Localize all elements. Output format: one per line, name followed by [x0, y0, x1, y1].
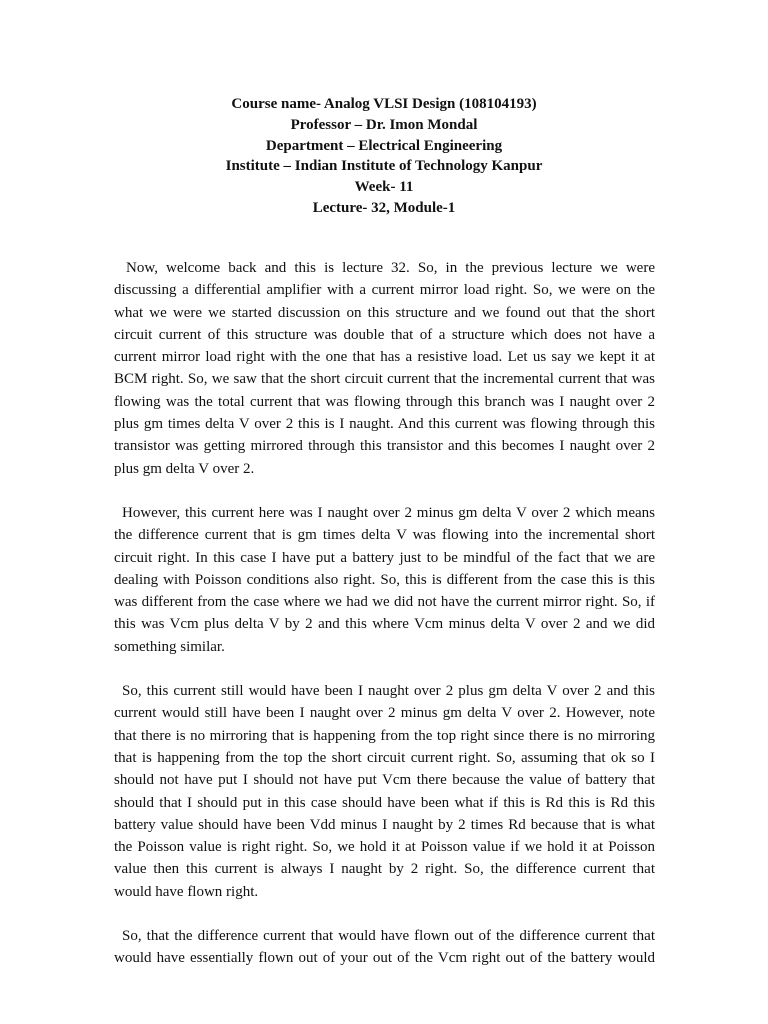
- paragraph-4: [114, 925, 655, 970]
- professor-name: Professor – Dr. Imon Mondal: [290, 116, 478, 133]
- paragraph-line: the Poisson value is right right. So, we hold it at Poisson value if we hold it at Poisson: [114, 839, 655, 856]
- paragraph-line: something similar.: [114, 638, 225, 655]
- paragraph-line: So, this current still would have been I naught over 2 plus gm delta V over 2 and this: [122, 683, 655, 700]
- week-label: Week- 11: [354, 179, 414, 196]
- paragraph-line: current mirror load right with the one that has a resistive load. Let us say we kept it at: [114, 349, 655, 366]
- institute-name: Institute – Indian Institute of Technology Kanpur: [225, 158, 543, 175]
- paragraph-2: [114, 502, 655, 658]
- paragraph-line: Now, welcome back and this is lecture 32. So, in the previous lecture we were: [126, 260, 655, 276]
- paragraph-line: circuit right. In this case I have put a battery just to be mindful of the fact that we are: [114, 549, 655, 566]
- paragraph-line: plus gm times delta V over 2 this is I naught. And this current was flowing through this: [114, 416, 655, 433]
- paragraph-line: dealing with Poisson conditions also right. So, this is different from the case this is this: [114, 571, 655, 588]
- paragraph-line: what we were we started discussion on this structure and we found out that the short: [114, 304, 655, 321]
- paragraph-line: would have flown right.: [114, 883, 259, 900]
- paragraph-line: value then this current is always I naught by 2 right. So, the difference current that: [114, 861, 655, 878]
- paragraph-line: the difference current that is gm times delta V was flowing into the incremental short: [114, 527, 655, 544]
- paragraph-line: circuit current of this structure was double that of a structure which does not have a: [114, 326, 655, 343]
- department-name: Department – Electrical Engineering: [265, 137, 503, 154]
- paragraph-line: However, this current here was I naught over 2 minus gm delta V over 2 which means: [122, 504, 655, 521]
- paragraph-line: that is happening from the top the short circuit current right. So, assuming that ok so I: [114, 749, 655, 766]
- paragraph-line: this was Vcm plus delta V by 2 and this where Vcm minus delta V over 2 and we did: [114, 616, 655, 633]
- paragraph-line: plus gm delta V over 2.: [114, 460, 255, 477]
- paragraph-1: [114, 257, 655, 480]
- paragraph-line: transistor was getting mirrored through this transistor and this becomes I naught over 2: [114, 438, 655, 455]
- paragraph-line: discussing a differential amplifier with a current mirror load right. So, we were on the: [114, 282, 655, 299]
- paragraph-line: battery value should have been Vdd minus I naught by 2 times Rd because that is what: [114, 816, 655, 833]
- paragraph-line: flowing was the total current that was flowing through this branch was I naught over 2: [114, 393, 655, 410]
- paragraph-line: should that I should put in this case should have been what if this is Rd this is Rd this: [114, 794, 655, 811]
- paragraph-line: was different from the case where we had we did not have the current mirror right. So, if: [114, 594, 655, 611]
- transcript-body: [114, 257, 655, 992]
- paragraph-line: that there is no mirroring that is happening from the top right since there is no mirroring: [114, 727, 655, 744]
- paragraph-3: [114, 680, 655, 903]
- paragraph-line: BCM right. So, we saw that the short circuit current that the incremental current that was: [114, 371, 655, 388]
- lecture-label: Lecture- 32, Module-1: [312, 199, 456, 216]
- course-name: Course name- Analog VLSI Design (108104193): [231, 96, 537, 112]
- document-header: [0, 94, 768, 219]
- paragraph-line: current would still have been I naught over 2 minus gm delta V over 2. However, note: [114, 705, 655, 722]
- paragraph-line: should not have put I should not have put Vcm there because the value of battery that: [114, 772, 655, 789]
- paragraph-line: would have essentially flown out of your out of the Vcm right out of the battery would: [114, 950, 655, 967]
- paragraph-line: So, that the difference current that would have flown out of the difference current that: [122, 928, 655, 945]
